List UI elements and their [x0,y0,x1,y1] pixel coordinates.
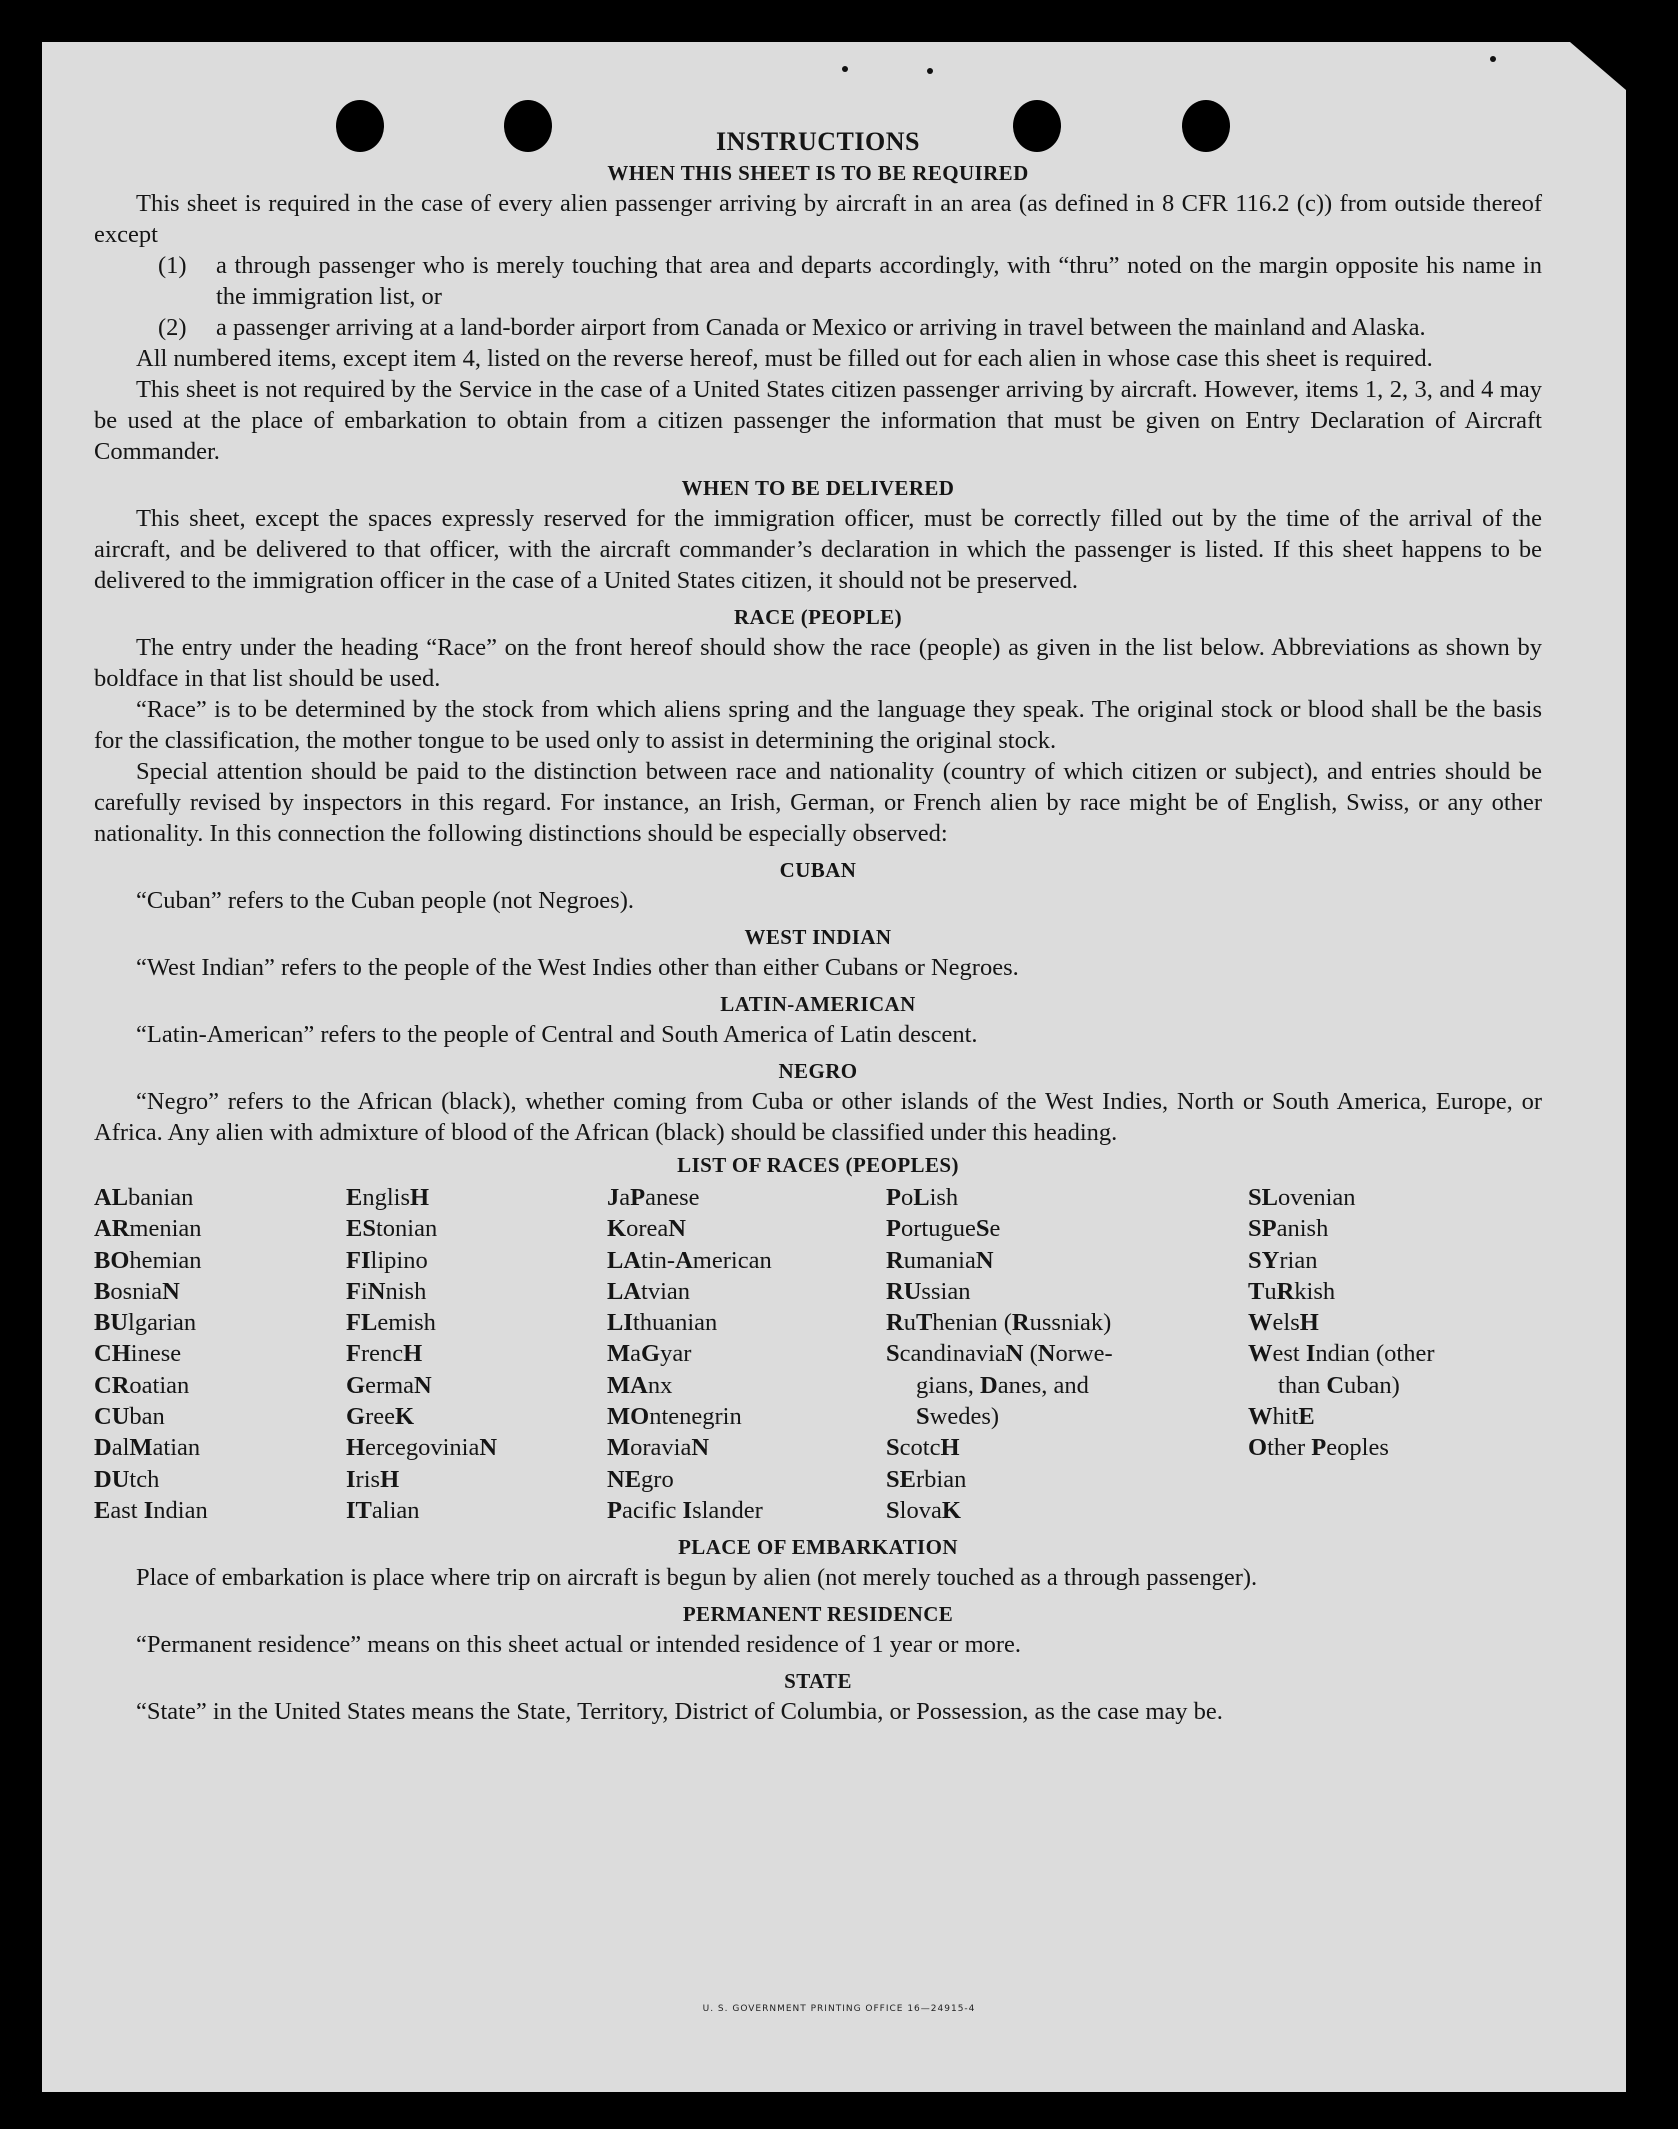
section-heading: WHEN TO BE DELIVERED [681,476,955,500]
paragraph: The entry under the heading “Race” on the front hereof should show the race (people) as given in the list below. Abbreviations as shown by boldface in that list should be used. [94,634,1542,692]
race-item: EStonian [346,1215,438,1243]
paragraph: “Negro” refers to the African (black), whether coming from Cuba or other islands of the West Indies, North or South America, Europe, or Africa. Any alien with admixture of blood of the African (black) should be classified under this heading. [94,1088,1542,1146]
race-item: DUtch [94,1465,160,1493]
paragraph: “Cuban” refers to the Cuban people (not Negroes). [136,887,634,914]
race-item: East Indian [94,1496,208,1524]
section-heading: LIST OF RACES (PEOPLES) [677,1153,959,1177]
race-item: ARmenian [94,1215,202,1243]
race-item: CUban [94,1403,165,1431]
race-item: SLovenian [1248,1184,1356,1211]
paragraph: This sheet is not required by the Service in the case of a United States citizen passenger arriving by aircraft. However, items 1, 2, 3, and 4 may be used at the place of embarkation to obtain from a citizen passenger the information that must be given on Entry Declaration of Aircraft Commander. [94,376,1542,465]
section-heading: STATE [784,1669,852,1694]
race-item: MAnx [607,1371,673,1399]
race-item: FrencH [346,1340,423,1368]
list-item [158,250,1542,312]
race-item: RUssian [886,1277,971,1305]
paragraph: “Latin-American” refers to the people of Central and South America of Latin descent. [136,1021,978,1048]
race-item: WhitE [1248,1403,1315,1431]
race-item: MaGyar [607,1340,692,1368]
instructions-content [94,126,1542,1727]
speck [927,68,933,74]
race-item: ALbanian [94,1184,194,1211]
race-item: LAtvian [607,1277,691,1305]
paragraph: This sheet is required in the case of every alien passenger arriving by aircraft in an area (as defined in 8 CFR 116.2 (c)) from outside thereof except [94,190,1542,248]
section-heading: PLACE OF EMBARKATION [678,1535,958,1560]
race-item: MOntenegrin [607,1403,742,1431]
race-item: EnglisH [346,1184,430,1211]
race-item: PoLish [886,1184,959,1211]
section-heading: LATIN-AMERICAN [720,992,916,1016]
race-column [94,1182,346,1526]
race-item: SPanish [1248,1215,1329,1243]
list-item [158,312,1542,343]
item-number: (1) [158,252,187,279]
race-item: FiNnish [346,1277,427,1305]
race-item: FIlipino [346,1246,428,1274]
race-item: JaPanese [607,1184,700,1211]
printer-imprint: U. S. GOVERNMENT PRINTING OFFICE 16—24915-4 [702,2004,976,2014]
speck [1490,56,1496,62]
section-heading: WEST INDIAN [744,925,892,949]
race-item: GreeK [346,1403,415,1431]
item-text: a passenger arriving at a land-border airport from Canada or Mexico or arriving in travel between the mainland and Alaska. [216,314,1426,341]
paragraph: This sheet, except the spaces expressly reserved for the immigration officer, must be correctly filled out by the time of the arrival of the aircraft, and be delivered to that officer, with the aircraft commander’s declaration in which the passenger is listed. If this sheet happens to be delivered to the immigration officer in the case of a United States citizen, it should not be preserved. [94,505,1542,594]
race-item-continuation: gians, Danes, and [916,1371,1089,1399]
race-item: ITalian [346,1496,420,1524]
race-item: DalMatian [94,1434,201,1462]
race-item: BOhemian [94,1246,202,1274]
section-heading: RACE (PEOPLE) [734,605,902,629]
race-column [1248,1182,1542,1526]
paragraph: “Race” is to be determined by the stock from which aliens spring and the language they speak. The original stock or blood shall be the basis for the classification, the mother tongue to be used only to assist in determining the original stock. [94,696,1542,754]
paragraph: “Permanent residence” means on this sheet actual or intended residence of 1 year or more. [136,1631,1022,1659]
race-item: Pacific Islander [607,1496,763,1524]
paragraph: “West Indian” refers to the people of the West Indies other than either Cubans or Negroes. [136,954,1019,981]
race-item: BosniaN [94,1277,180,1305]
race-item: West Indian (other [1248,1340,1435,1368]
section-heading: CUBAN [779,858,857,882]
race-list [94,1182,1542,1526]
race-item: PortugueSe [886,1215,1001,1243]
race-column [346,1182,607,1526]
race-item: BUlgarian [94,1309,197,1337]
race-item: WelsH [1248,1309,1319,1337]
item-text: a through passenger who is merely touching that area and departs accordingly, with “thru” noted on the margin opposite his name in the immigration list, or [216,252,1542,310]
race-item: IrisH [346,1465,400,1493]
race-item: MoraviaN [607,1434,710,1462]
paragraph: All numbered items, except item 4, listed on the reverse hereof, must be filled out for each alien in whose case this sheet is required. [136,345,1433,372]
race-item: ScandinaviaN (Norwe- [886,1340,1113,1368]
section-heading: PERMANENT RESIDENCE [682,1602,954,1627]
paragraph: Place of embarkation is place where trip on aircraft is begun by alien (not merely touched as a through passenger). [136,1564,1258,1592]
race-item: NEgro [607,1465,674,1493]
page-title: INSTRUCTIONS [716,127,920,156]
race-item: SlovaK [886,1496,961,1524]
race-item: RuThenian (Russniak) [886,1309,1112,1337]
race-item: SErbian [886,1465,967,1493]
race-column [607,1182,886,1526]
item-number: (2) [158,314,187,341]
race-item: ScotcH [886,1434,960,1462]
paragraph: “State” in the United States means the State, Territory, District of Columbia, or Possession, as the case may be. [136,1698,1223,1726]
race-item: Other Peoples [1248,1434,1389,1462]
race-item: TuRkish [1248,1277,1336,1305]
section-heading: WHEN THIS SHEET IS TO BE REQUIRED [607,161,1029,185]
race-item: RumaniaN [886,1246,994,1274]
race-item: LIthuanian [607,1309,718,1337]
paragraph: Special attention should be paid to the distinction between race and nationality (country of which citizen or subject), and entries should be carefully revised by inspectors in this regard. For instance, an Irish, German, or French alien by race might be of English, Swiss, or any other nationality. In this connection the following distinctions should be especially observed: [94,758,1542,847]
race-item: KoreaN [607,1215,686,1243]
race-item: SYrian [1248,1246,1318,1274]
speck [842,66,848,72]
race-item: CRoatian [94,1371,190,1399]
race-item: HercegoviniaN [346,1434,498,1462]
race-item: LAtin-American [607,1246,772,1274]
race-item: FLemish [346,1309,436,1337]
race-item-continuation: Swedes) [916,1403,1000,1431]
race-item: GermaN [346,1371,432,1399]
race-item: CHinese [94,1340,182,1368]
race-column [886,1182,1248,1526]
race-item-continuation: than Cuban) [1278,1371,1400,1399]
section-heading: NEGRO [778,1059,858,1083]
